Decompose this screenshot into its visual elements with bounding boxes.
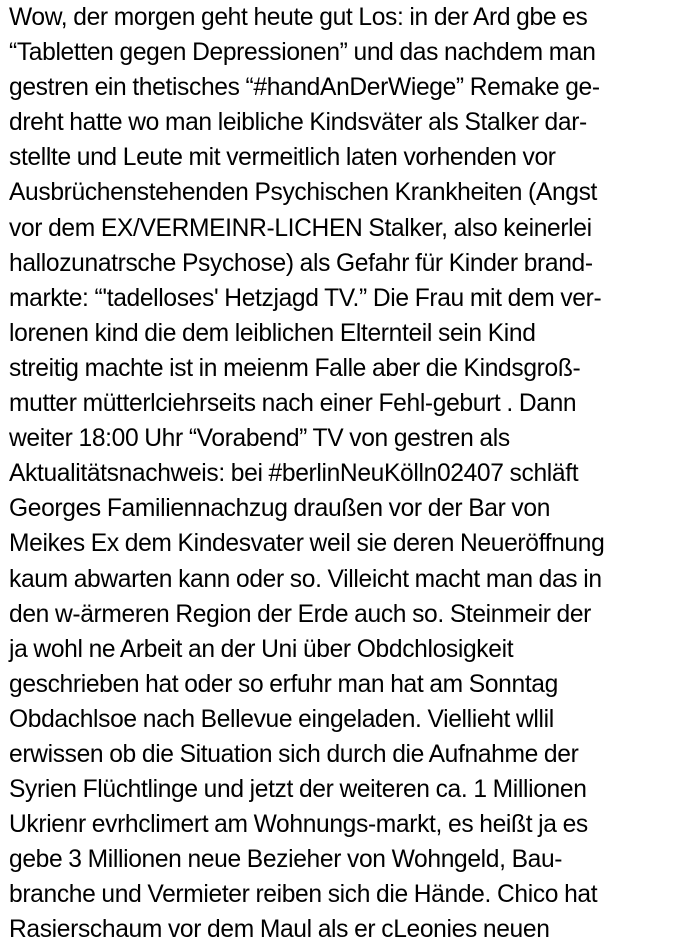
- text-line: den w-ärmeren Region der Erde auch so. Steinmeir der: [9, 600, 592, 628]
- text-line: gestren ein thetisches “#handAnDerWiege” Remake ge-: [9, 74, 600, 102]
- text-line: Georges Familiennachzug draußen vor der Bar von: [9, 495, 551, 523]
- text-line: kaum abwarten kann oder so. Villeicht macht man das in: [9, 565, 602, 593]
- text-line: “Tabletten gegen Depressionen” und das nachdem man: [9, 39, 596, 67]
- text-line: Ausbrüchenstehenden Psychischen Krankheiten (Angst: [9, 179, 598, 207]
- text-line: geschrieben hat oder so erfuhr man hat am Sonntag: [9, 670, 558, 698]
- text-line: ja wohl ne Arbeit an der Uni über Obdchlosigkeit: [9, 635, 514, 663]
- text-line: markte: “'tadelloses' Hetzjagd TV.” Die Frau mit dem ver-: [9, 284, 602, 312]
- text-line: mutter mütterlciehrseits nach einer Fehl-geburt . Dann: [9, 390, 577, 418]
- text-line: stellte und Leute mit vermeitlich laten vorhenden vor: [9, 144, 556, 172]
- text-line: vor dem EX/VERMEINR-LICHEN Stalker, also keinerlei: [9, 214, 592, 242]
- text-line: streitig machte ist in meienm Falle aber die Kindsgroß-: [9, 354, 581, 382]
- text-line: Ukrienr evrhclimert am Wohnungs-markt, es heißt ja es: [9, 811, 588, 839]
- text-line: Rasierschaum vor dem Maul als er cLeonies neuen: [9, 916, 550, 944]
- text-line: branche und Vermieter reiben sich die Hände. Chico hat: [9, 881, 598, 909]
- text-line: gebe 3 Millionen neue Bezieher von Wohngeld, Bau-: [9, 846, 563, 874]
- body-text: [9, 0, 679, 948]
- text-line: Syrien Flüchtlinge und jetzt der weiteren ca. 1 Millionen: [9, 776, 587, 804]
- text-line: Meikes Ex dem Kindesvater weil sie deren Neueröffnung: [9, 530, 605, 558]
- text-line: Obdachlsoe nach Bellevue eingeladen. Viellieht wllil: [9, 705, 554, 733]
- text-line: dreht hatte wo man leibliche Kindsväter als Stalker dar-: [9, 109, 587, 137]
- text-line: lorenen kind die dem leiblichen Elternteil sein Kind: [9, 319, 536, 347]
- text-line: hallozunatrsche Psychose) als Gefahr für Kinder brand-: [9, 249, 593, 277]
- text-line: weiter 18:00 Uhr “Vorabend” TV von gestren als: [9, 425, 510, 453]
- text-line: erwissen ob die Situation sich durch die Aufnahme der: [9, 740, 579, 768]
- text-line: Wow, der morgen geht heute gut Los: in der Ard gbe es: [9, 4, 588, 31]
- text-line: Aktualitätsnachweis: bei #berlinNeuKölln02407 schläft: [9, 460, 579, 488]
